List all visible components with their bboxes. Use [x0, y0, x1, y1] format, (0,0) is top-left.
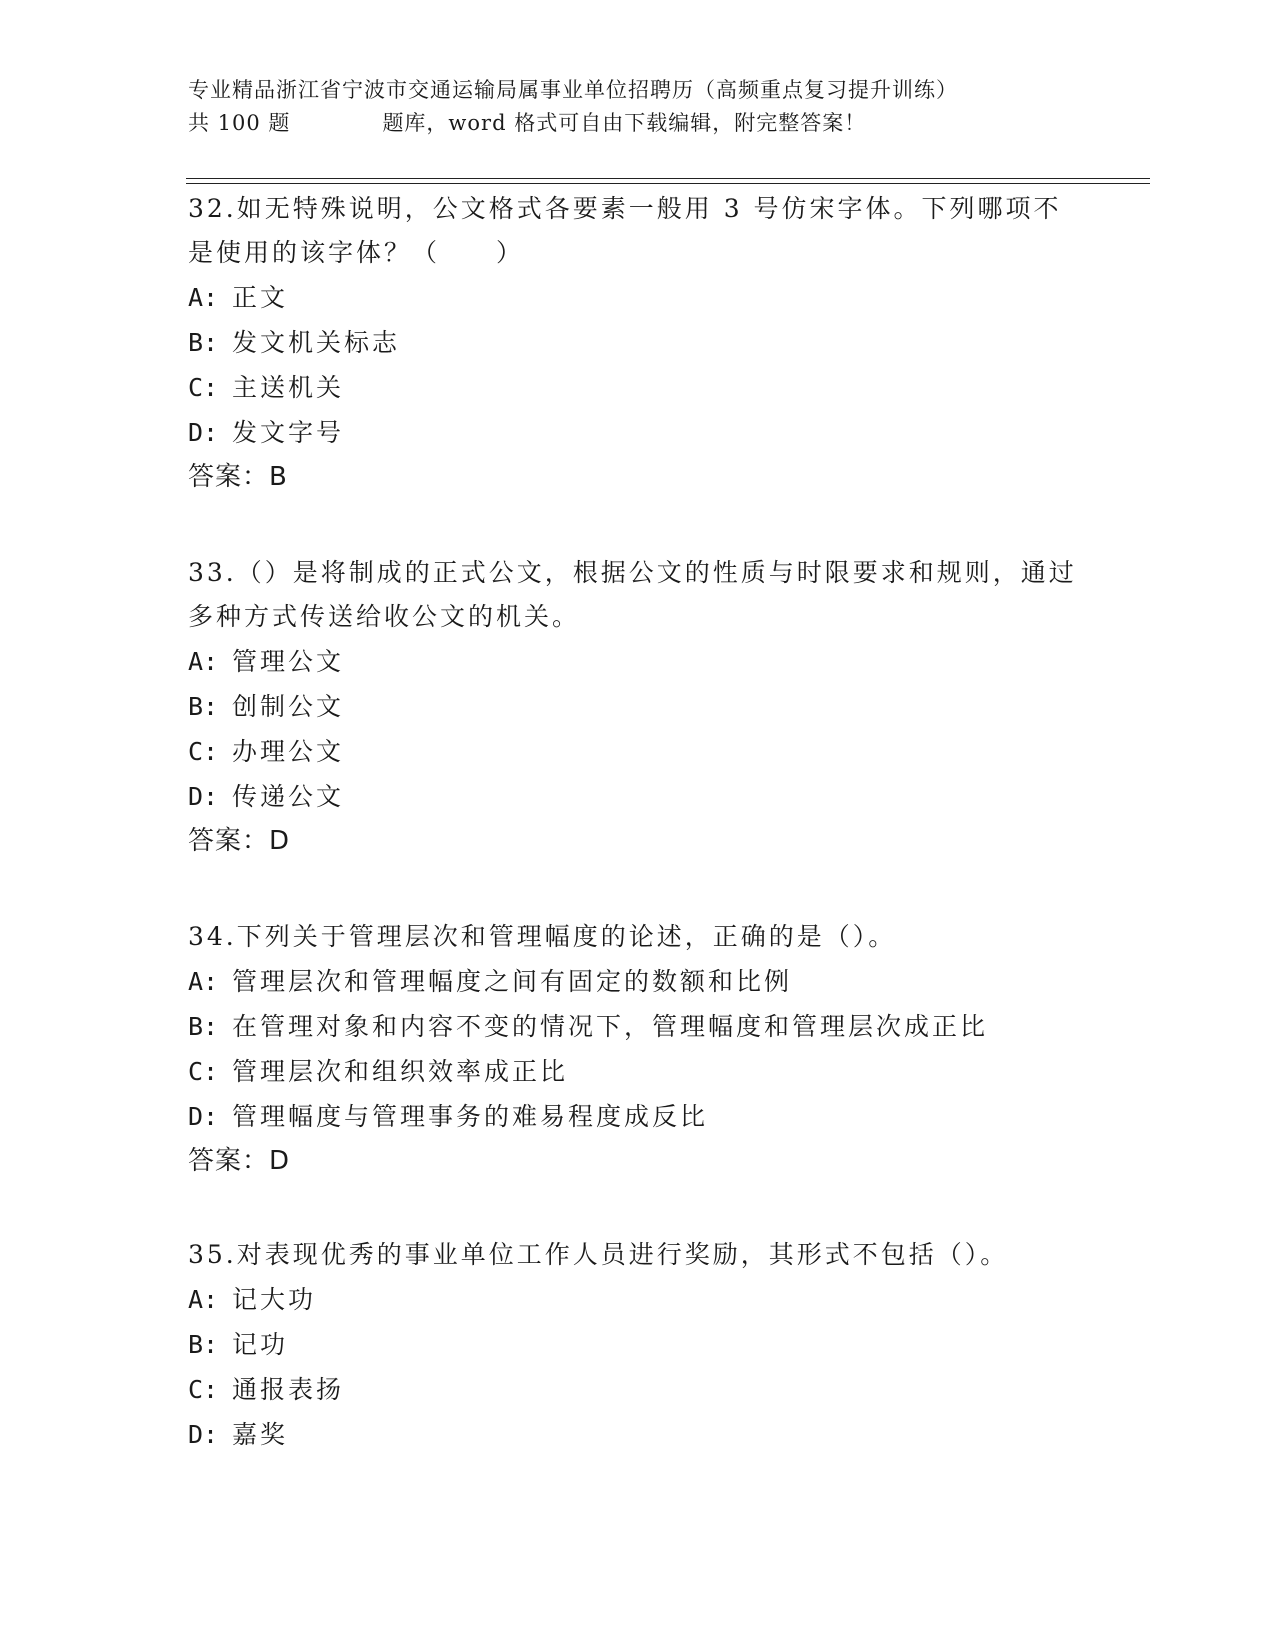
- option-b: [188, 1322, 1088, 1367]
- option-key: C:: [188, 1057, 219, 1086]
- option-c: [188, 729, 1088, 774]
- question-34: [188, 915, 1088, 1184]
- header-divider-top: [186, 178, 1150, 179]
- option-a: [188, 275, 1088, 320]
- option-text: 发文机关标志: [232, 328, 401, 357]
- question-stem: 34.下列关于管理层次和管理幅度的论述，正确的是（）。: [188, 922, 897, 951]
- option-key: D:: [188, 1420, 219, 1449]
- header-divider-bottom: [186, 183, 1150, 184]
- answer-line: 答案：D: [188, 826, 291, 856]
- option-text: 发文字号: [232, 418, 345, 447]
- option-b: [188, 320, 1088, 365]
- option-text: 主送机关: [232, 373, 345, 402]
- option-b: [188, 684, 1088, 729]
- option-a: [188, 639, 1088, 684]
- question-stem: 35.对表现优秀的事业单位工作人员进行奖励，其形式不包括（）。: [188, 1240, 1009, 1269]
- answer-line: 答案：D: [188, 1146, 291, 1176]
- question-stem: 33.（）是将制成的正式公文，根据公文的性质与时限要求和规则，通过多种方式传送给收公文的机关。: [188, 558, 1077, 631]
- question-stem: 32.如无特殊说明，公文格式各要素一般用 3 号仿宋字体。下列哪项不是使用的该字体？（ ）: [188, 194, 1062, 267]
- option-c: [188, 365, 1088, 410]
- option-d: [188, 410, 1088, 455]
- question-35: [188, 1233, 1088, 1457]
- option-text: 正文: [232, 283, 289, 312]
- option-key: D:: [188, 782, 219, 811]
- option-key: A:: [188, 647, 219, 676]
- question-33: [188, 551, 1088, 864]
- header-description: 题库，word 格式可自由下载编辑，附完整答案！: [382, 111, 867, 135]
- option-text: 嘉奖: [232, 1420, 289, 1449]
- option-text: 管理幅度与管理事务的难易程度成反比: [232, 1102, 709, 1131]
- option-d: [188, 1094, 1088, 1139]
- option-text: 通报表扬: [232, 1375, 345, 1404]
- option-key: D:: [188, 1102, 219, 1131]
- document-header: [188, 74, 1088, 140]
- option-text: 在管理对象和内容不变的情况下，管理幅度和管理层次成正比: [232, 1012, 989, 1041]
- option-text: 办理公文: [232, 737, 345, 766]
- option-key: A:: [188, 967, 219, 996]
- answer-line: 答案：B: [188, 462, 288, 492]
- option-text: 记大功: [232, 1285, 317, 1314]
- option-text: 管理公文: [232, 647, 345, 676]
- header-question-count: 共 100 题: [188, 111, 291, 135]
- option-text: 传递公文: [232, 782, 345, 811]
- option-d: [188, 774, 1088, 819]
- option-key: B:: [188, 692, 219, 721]
- question-32: [188, 187, 1088, 500]
- option-key: D:: [188, 418, 219, 447]
- option-key: B:: [188, 1012, 219, 1041]
- option-key: A:: [188, 283, 219, 312]
- option-key: A:: [188, 1285, 219, 1314]
- option-c: [188, 1367, 1088, 1412]
- option-key: C:: [188, 737, 219, 766]
- option-d: [188, 1412, 1088, 1457]
- option-key: B:: [188, 1330, 219, 1359]
- option-text: 管理层次和管理幅度之间有固定的数额和比例: [232, 967, 793, 996]
- option-key: C:: [188, 1375, 219, 1404]
- option-a: [188, 1277, 1088, 1322]
- option-text: 记功: [232, 1330, 289, 1359]
- option-b: [188, 1004, 1088, 1049]
- option-key: B:: [188, 328, 219, 357]
- option-text: 管理层次和组织效率成正比: [232, 1057, 569, 1086]
- option-a: [188, 959, 1088, 1004]
- option-c: [188, 1049, 1088, 1094]
- header-subtitle: [188, 107, 1088, 140]
- option-key: C:: [188, 373, 219, 402]
- option-text: 创制公文: [232, 692, 345, 721]
- header-title: 专业精品浙江省宁波市交通运输局属事业单位招聘历（高频重点复习提升训练）: [188, 78, 958, 102]
